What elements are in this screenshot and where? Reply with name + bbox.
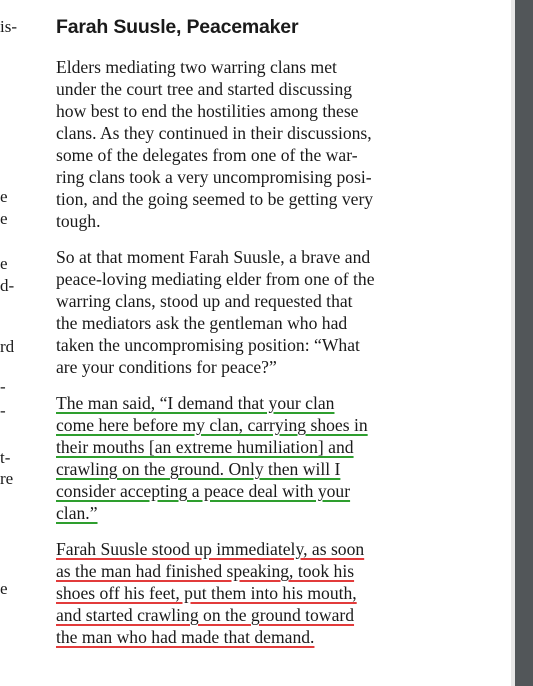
text-line: Farah Suusle stood up immediately, as soon — [56, 539, 365, 559]
text-line: how best to end the hostilities among these — [56, 101, 359, 121]
text-line: warring clans, stood up and requested that — [56, 291, 353, 311]
text-line: So at that moment Farah Suusle, a brave and — [56, 247, 371, 267]
text-line: are your conditions for peace?” — [56, 357, 277, 377]
text-line: under the court tree and started discussing — [56, 79, 353, 99]
text-line: tion, and the going seemed to be getting very — [56, 189, 374, 209]
column-fragment-text: e — [0, 209, 8, 228]
text-line: the man who had made that demand. — [56, 627, 315, 647]
article-title: Farah Suusle, Peacemaker — [56, 16, 299, 38]
column-fragment-text: rd — [0, 337, 15, 356]
column-fragment-text: - — [0, 401, 6, 420]
column-fragment-text: e — [0, 187, 8, 206]
text-line: peace-loving mediating elder from one of the — [56, 269, 375, 289]
column-fragment-text: re — [0, 469, 14, 488]
paragraph-2 — [56, 246, 428, 378]
article — [56, 14, 428, 662]
column-fragment-text: is- — [0, 17, 17, 36]
text-line: some of the delegates from one of the war- — [56, 145, 358, 165]
paragraph-3-green-underlined — [56, 392, 428, 524]
text-line: tough. — [56, 211, 101, 231]
text-line: clans. As they continued in their discussions, — [56, 123, 372, 143]
text-line: taken the uncompromising position: “What — [56, 335, 360, 355]
text-line: clan.” — [56, 503, 98, 523]
text-line: the mediators ask the gentleman who had — [56, 313, 348, 333]
text-line: shoes off his feet, put them into his mouth, — [56, 583, 357, 603]
column-fragment-text: t- — [0, 448, 11, 467]
text-line: consider accepting a peace deal with your — [56, 481, 351, 501]
paragraph-1 — [56, 56, 428, 232]
text-line: Elders mediating two warring clans met — [56, 57, 337, 77]
text-line: crawling on the ground. Only then will I — [56, 459, 341, 479]
column-fragment-text: d- — [0, 276, 15, 295]
text-line: ring clans took a very uncompromising posi- — [56, 167, 372, 187]
column-fragment-text: - — [0, 377, 6, 396]
text-line: as the man had finished speaking, took his — [56, 561, 355, 581]
previous-column-fragment — [0, 0, 22, 686]
column-fragment-text: e — [0, 254, 8, 273]
text-line: their mouths [an extreme humiliation] and — [56, 437, 354, 457]
viewer-background — [515, 0, 533, 686]
text-line: come here before my clan, carrying shoes in — [56, 415, 368, 435]
paragraph-4-red-underlined — [56, 538, 428, 648]
column-fragment-text: e — [0, 579, 8, 598]
text-line: The man said, “I demand that your clan — [56, 393, 335, 413]
text-line: and started crawling on the ground toward — [56, 605, 355, 625]
